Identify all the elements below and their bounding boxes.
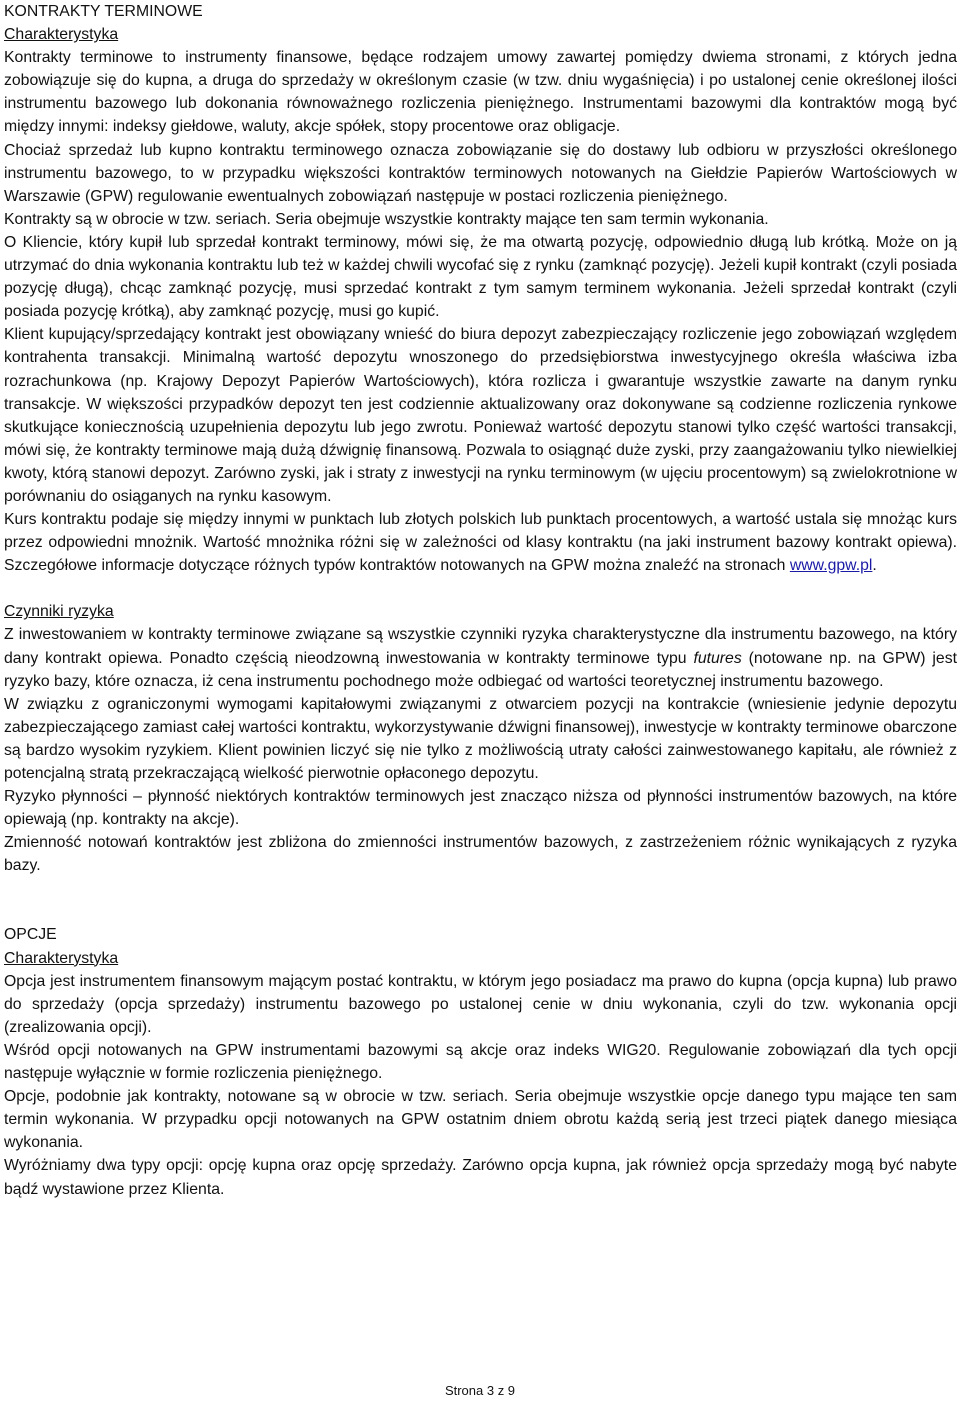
section-title-futures: KONTRAKTY TERMINOWE — [4, 3, 203, 20]
subsection-heading-characteristics: Charakterystyka — [4, 949, 119, 967]
paragraph-text: Z inwestowaniem w kontrakty terminowe związane są wszystkie czynniki ryzyka charakterystyczne dla instrumentu bazowego, na który dany kontrakt opiewa. Ponadto częścią nieodzowną inwestowania w kontrakty terminowe typu — [4, 626, 957, 667]
subsection-heading-risk: Czynniki ryzyka — [4, 603, 114, 621]
subsection-heading-characteristics: Charakterystyka — [4, 26, 119, 44]
section-title-options: OPCJE — [4, 926, 57, 944]
paragraph: Kontrakty terminowe to instrumenty finansowe, będące rodzajem umowy zawartej pomiędzy dwiema stronami, z których jedna zobowiązuje się do kupna, a druga do sprzedaży w określonym czasie (w tzw. dniu wygaśnięcia) i po ustalonej cenie określonej ilości instrumentu bazowego lub dokonania równoważnego rozliczenia pieniężnego. Instrumentami bazowymi dla kontraktów mogą być między innymi: indeksy giełdowe, waluty, akcje spółek, stopy procentowe oraz obligacje. — [4, 49, 957, 136]
paragraph: Ryzyko płynności – płynność niektórych kontraktów terminowych jest znacząco niższa od płynności instrumentów bazowych, na które opiewają (np. kontrakty na akcje). — [4, 788, 957, 829]
paragraph-with-link — [4, 508, 957, 577]
paragraph: W związku z ograniczonymi wymogami kapitałowymi związanymi z otwarciem pozycji na kontrakcie (wniesienie jedynie depozytu zabezpieczającego zamiast całej wartości kontraktu, wykorzystywanie dźwigni finansowej), inwestycje w kontrakty terminowe obarczone są bardzo wysokim ryzykiem. Klient powinien liczyć się nie tylko z możliwością utraty całości zainwestowanego kapitału, ale również z potencjalną stratą przekraczającą wielkość pierwotnie opłaconego depozytu. — [4, 695, 957, 782]
gpw-website-link[interactable]: www.gpw.pl — [789, 557, 873, 575]
page-number: Strona 3 z 9 — [444, 1383, 516, 1398]
paragraph-text: (notowane np. na GPW) jest ryzyko bazy, które oznacza, iż cena instrumentu pochodnego może odbiegać od wartości teoretycznej instrumentu bazowego. — [4, 649, 957, 690]
paragraph: Opcje, podobnie jak kontrakty, notowane są w obrocie w tzw. seriach. Seria obejmuje wszystkie opcje danego typu mające ten sam termin wykonania. W przypadku opcji notowanych na GPW ostatnim dniem obrotu każdą serią jest trzeci piątek danego miesiąca wykonania. — [4, 1088, 957, 1152]
paragraph: O Kliencie, który kupił lub sprzedał kontrakt terminowy, mówi się, że ma otwartą pozycję, odpowiednio długą lub krótką. Może on ją utrzymać do dnia wykonania kontraktu lub też w każdej chwili wycofać się z rynku (zamknąć pozycję). Jeżeli kupił kontrakt (czyli posiada pozycję długą), chcąc zamknąć pozycję, musi sprzedać kontrakt z tym samym terminem wykonania. Jeżeli sprzedał kontrakt (czyli posiada pozycję krótką), aby zamknąć pozycję, musi go kupić. — [4, 233, 957, 321]
paragraph: Opcja jest instrumentem finansowym mającym postać kontraktu, w którym jego posiadacz ma prawo do kupna (opcja kupna) lub prawo do sprzedaży (opcja sprzedaży) instrumentu bazowego po ustalonej cenie w dniu wykonania, czyli do tzw. wykonania opcji (zrealizowania opcji). — [4, 972, 957, 1036]
paragraph-end: . — [872, 557, 877, 575]
paragraph: Wśród opcji notowanych na GPW instrumentami bazowymi są akcje oraz indeks WIG20. Regulowanie zobowiązań dla tych opcji następuje wyłącznie w formie rozliczenia pieniężnego. — [4, 1041, 957, 1083]
emphasis-term: futures — [693, 649, 742, 667]
spacer — [4, 877, 957, 923]
spacer — [4, 577, 957, 600]
paragraph — [4, 623, 957, 692]
paragraph: Wyróżniamy dwa typy opcji: opcję kupna oraz opcję sprzedaży. Zarówno opcja kupna, jak również opcja sprzedaży mogą być nabyte bądź wystawione przez Klienta. — [4, 1157, 957, 1198]
paragraph: Klient kupujący/sprzedający kontrakt jest obowiązany wnieść do biura depozyt zabezpieczający rozliczenie jego zobowiązań względem kontrahenta transakcji. Minimalną wartość depozytu wnoszonego do przedsiębiorstwa inwestycyjnego określa właściwa izba rozrachunkowa (np. Krajowy Depozyt Papierów Wartościowych), która rozlicza i gwarantuje wszystkie zawarte na danym rynku transakcje. W większości przypadków depozyt ten jest codziennie aktualizowany oraz dokonywane są codzienne rozliczenia rynkowe skutkujące koniecznością uzupełnienia depozytu lub jego zwrotu. Ponieważ wartość depozytu stanowi tylko część wartości transakcji, mówi się, że kontrakty terminowe mają dużą dźwignię finansową. Pozwala to osiągnąć duże zyski, przy zaangażowaniu tylko niewielkiej kwoty, którą stanowi depozyt. Zarówno zyski, jak i straty z inwestycji na rynku terminowym (w ujęciu procentowym) są zwielokrotnione w porównaniu do osiąganych na rynku kasowym. — [4, 326, 957, 505]
paragraph-text: Kurs kontraktu podaje się między innymi w punktach lub złotych polskich lub punktach procentowych, a wartość ustala się mnożąc kurs przez odpowiedni mnożnik. Wartość mnożnika różni się w zależności od klasy kontraktu (na jaki instrument bazowy kontrakt opiewa). Szczegółowe informacje dotyczące różnych typów kontraktów notowanych na GPW można znaleźć na stronach — [4, 511, 957, 575]
paragraph: Kontrakty są w obrocie w tzw. seriach. Seria obejmuje wszystkie kontrakty mające ten sam termin wykonania. — [4, 210, 769, 228]
paragraph: Zmienność notowań kontraktów jest zbliżona do zmienności instrumentów bazowych, z zastrzeżeniem różnic wynikających z ryzyka bazy. — [4, 834, 957, 875]
paragraph: Chociaż sprzedaż lub kupno kontraktu terminowego oznacza zobowiązanie się do dostawy lub odbioru w przyszłości określonego instrumentu bazowego, to w przypadku większości kontraktów terminowych notowanych na Giełdzie Papierów Wartościowych w Warszawie (GPW) regulowanie ewentualnych zobowiązań następuje w postaci rozliczenia pieniężnego. — [4, 141, 957, 205]
